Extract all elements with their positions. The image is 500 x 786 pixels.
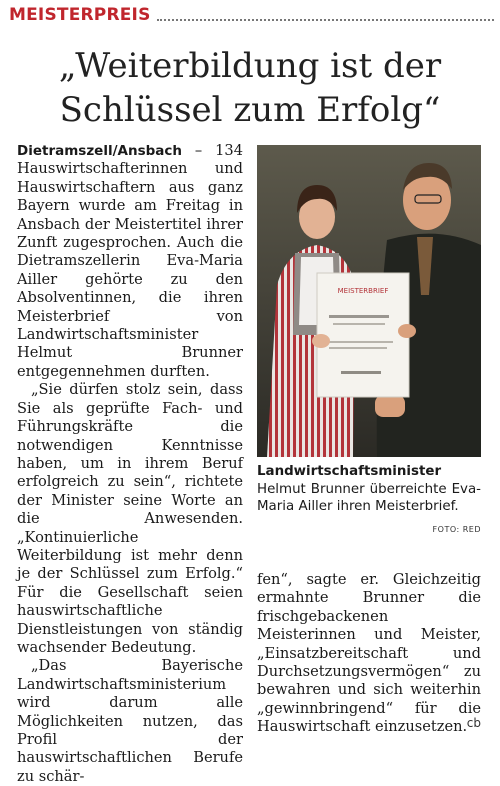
author-initials: cb [466, 716, 481, 730]
kicker-row [9, 5, 494, 29]
certificate-title: MEISTERBRIEF [337, 287, 389, 295]
article-paragraph-2: „Sie dürfen stolz sein, dass Sie als geprüfte Fach- und Führungskräfte die notwendigen Kenntnisse haben, um in ihrem Beruf erfolgreich zu sein“, richtete der Minister seine Worte an die Anwesenden. „Kontinuierliche Weiterbildung ist mehr denn je der Schlüssel zum Erfolg.“ Für die Gesellschaft seien hauswirtschaftliche Dienstleistungen von ständig wachsender Bedeutung. [17, 381, 243, 656]
dateline: Dietramszell/Ansbach [17, 143, 182, 159]
photo-credit: FOTO: RED [432, 525, 481, 534]
article-paragraph-1 [17, 142, 243, 381]
caption-text: Helmut Brunner überreichte Eva-Maria Ailler ihren Meisterbrief. [257, 481, 481, 514]
headline-line-1: „Weiterbildung ist der [58, 46, 442, 86]
photo-caption [257, 463, 481, 516]
article-left-column [17, 142, 243, 786]
photo-illustration [257, 145, 481, 457]
headline-line-2: Schlüssel zum Erfolg“ [59, 90, 441, 130]
paragraph-1-text: – 134 Hauswirtschafterinnen und Hauswirtschaftern aus ganz Bayern wurde am Freitag in Ansbach der Meistertitel ihrer Zunft zugesprochen. Auch die Dietramszellerin Eva-Maria Ailler gehörte zu den Absolventinnen, die ihren Meisterbrief von Landwirtschaftsminister Helmut Brunner entgegennehmen durften. [17, 142, 243, 380]
article-paragraph-3-end: fen“, sagte er. Gleichzeitig ermahnte Brunner die frischgebackenen Meisterinnen und Meister, „Einsatzbereitschaft und Durchsetzungsvermögen“ zu bewahren und sich weiterhin „gewinnbringend“ für die Hauswirtschaft einzusetzen. [257, 571, 481, 736]
section-kicker: MEISTERPREIS [9, 5, 151, 25]
kicker-dotted-rule [157, 19, 494, 21]
article-right-column [257, 571, 481, 737]
award-photo [257, 145, 481, 457]
caption-lead: Landwirtschaftsminister [257, 464, 442, 479]
article-paragraph-3-start: „Das Bayerische Landwirtschaftsministerium wird darum alle Möglichkeiten nutzen, das Profil der hauswirtschaftlichen Berufe zu schär- [17, 657, 243, 785]
